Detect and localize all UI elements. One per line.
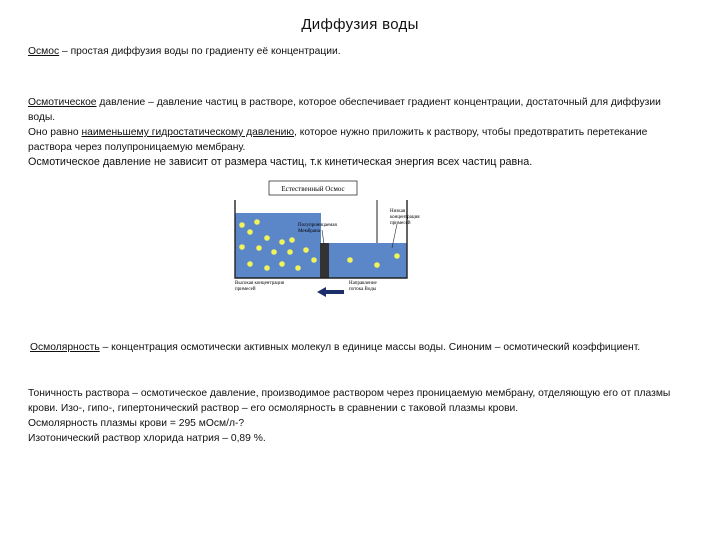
natural-osmosis-diagram — [222, 180, 452, 305]
high-concentration-label: Высокая концентрация примесей — [235, 281, 285, 292]
osmotic-pressure-definition — [28, 95, 688, 125]
osmolarity-definition — [30, 340, 690, 355]
plasma-osmolarity: Осмолярность плазмы крови = 295 мОсм/л-? — [28, 418, 245, 429]
osmosis-text: – простая диффузия воды по градиенту её концентрации. — [59, 46, 341, 57]
tonicity-definition: Тоничность раствора – осмотическое давление, производимое раствором через проницаемую мембрану, отделяющую его от плазмы крови. Изо-, гипо-, гипертонический раствор – его осмолярность в сравнении с таковой плазмы крови. — [28, 388, 671, 414]
osmosis-term: Осмос — [28, 46, 60, 57]
water-right — [329, 243, 407, 278]
hydrostatic-pressure-term: наименьшему гидростатическому давлению — [81, 127, 295, 138]
isotonic-solution: Изотонический раствор хлорида натрия – 0,89 %. — [28, 433, 266, 444]
osmolarity-term: Осмолярность — [30, 342, 100, 353]
osmotic-pressure-note: Осмотическое давление не зависит от размера частиц, т.к кинетическая энергия всех частиц равна. — [28, 156, 533, 168]
flow-direction-label: Направление потока Воды — [349, 281, 377, 292]
osmotic-term: Осмотическое — [28, 97, 97, 108]
flow-arrow — [317, 287, 344, 297]
osmotic-pressure-equivalence — [28, 125, 688, 155]
osmolarity-text: – концентрация осмотически активных молекул в единице массы воды. Синоним – осмотический коэффициент. — [99, 342, 641, 353]
diagram-title: Естественный Осмос — [281, 185, 345, 193]
page-title: Диффузия воды — [301, 16, 419, 33]
osmosis-definition — [28, 44, 688, 59]
osmotic-pressure-paragraph — [28, 95, 688, 170]
equivalence-start: Оно равно — [28, 127, 82, 138]
osmotic-pressure-text: давление – давление частиц в растворе, которое обеспечивает градиент концентрации, достаточный для диффузии воды. — [28, 97, 661, 123]
membrane-label: Полупроницаемая Мембрана — [298, 223, 337, 234]
low-concentration-label: Низкая концентрация примесей — [390, 209, 420, 226]
equivalence-end: , которое нужно приложить к раствору, чтобы предотвратить перетекание раствора через полупроницаемую мембрану. — [28, 127, 648, 153]
membrane — [320, 243, 329, 278]
tonicity-paragraph — [28, 386, 688, 446]
membrane-pointer — [322, 230, 324, 244]
